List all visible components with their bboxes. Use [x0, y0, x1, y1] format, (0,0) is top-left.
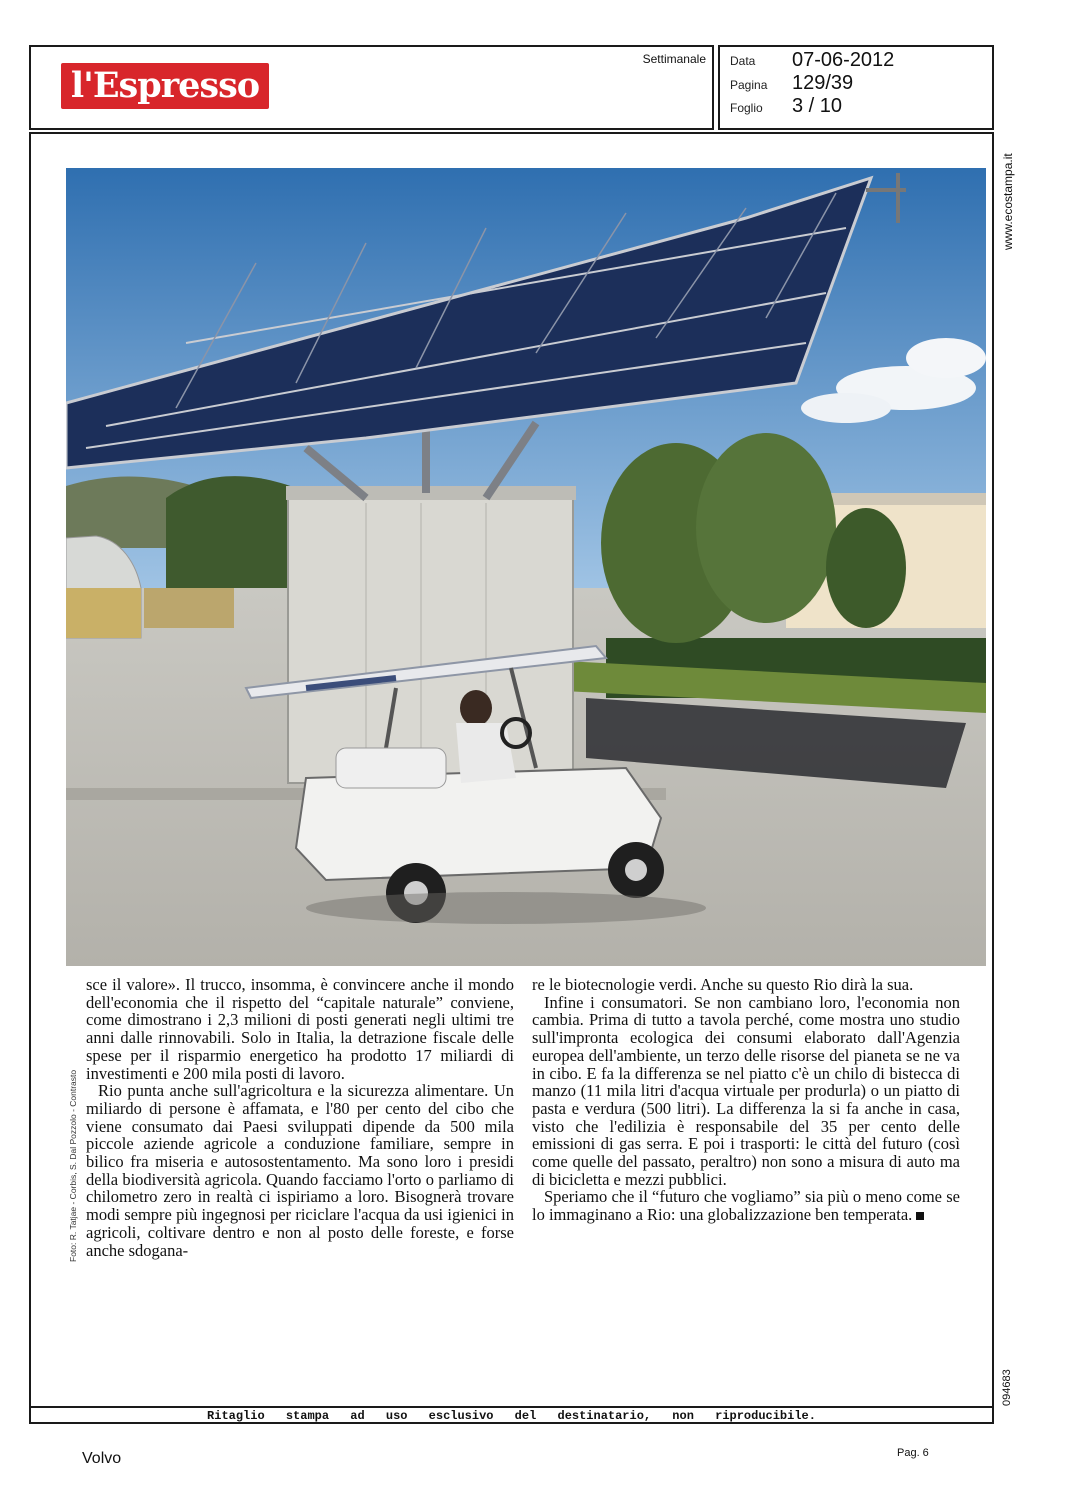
greenhouse-base: [66, 588, 141, 638]
driver-body: [456, 723, 516, 783]
photo-illustration: [66, 168, 986, 966]
meta-value-foglio: 3 / 10: [792, 95, 843, 117]
espresso-logo: l'Espresso: [61, 63, 269, 109]
paragraph-final: [532, 1188, 960, 1223]
paragraph: sce il valore». Il trucco, insomma, è convincere anche il mondo dell'economia che il rispetto del “capitale naturale” conviene, come dimostrano i 2,3 milioni di posti generati negli ultimi tre anni dalle rinnovabili. Solo in Italia, la detrazione fiscale delle spese per il risparmio energetico ha prodotto 17 miliardi di investimenti e 200 mila posti di lavoro.: [86, 975, 514, 1083]
cart-seat: [336, 748, 446, 788]
document-code: 094683: [1001, 1369, 1013, 1406]
header-masthead-box: [29, 45, 714, 130]
final-paragraph-text: Speriamo che il “futuro che vogliamo” sia più o meno come se lo immaginano a Rio: una globalizzazione ben temperata.: [532, 1187, 960, 1225]
greenhouse-row: [144, 588, 234, 628]
header-meta-box: [718, 45, 994, 130]
driver-head: [460, 690, 492, 726]
page-number: Pag. 6: [897, 1447, 929, 1459]
article-column-2: [532, 976, 960, 1224]
tree: [826, 508, 906, 628]
meta-label-foglio: Foglio: [730, 101, 763, 115]
cloud: [801, 393, 891, 423]
meta-value-data: 07-06-2012: [792, 49, 895, 71]
paragraph: re le biotecnologie verdi. Anche su questo Rio dirà la sua.: [532, 975, 914, 994]
cabinet-roof: [286, 486, 576, 500]
client-name: Volvo: [82, 1450, 122, 1467]
ecostampa-url: www.ecostampa.it: [1001, 153, 1015, 250]
footer-divider: [31, 1406, 992, 1408]
meta-value-pagina: 129/39: [792, 72, 854, 94]
solar-panel-photo: [66, 168, 986, 966]
end-mark-icon: [916, 1212, 924, 1220]
reproduction-notice: Ritaglio stampa ad uso esclusivo del destinatario, non riproducibile.: [207, 1409, 816, 1423]
publication-frequency: Settimanale: [642, 52, 706, 66]
cloud: [906, 338, 986, 378]
paragraph: Infine i consumatori. Se non cambiano loro, l'economia non cambia. Prima di tutto a tavola perché, come mostra uno studio sull'impronta ecologica dei consumi elaborato dall'Agenzia europea dell'ambiente, un terzo delle risorse del pianeta se ne va in cibo. E fa la differenza se nel piatto c'è un chilo di bistecca di manzo (11 mila litri d'acqua virtuale per produrla) o un piatto di pasta e verdura (500 litri). La differenza la si fa anche in casa, visto che l'edilizia è responsabile del 35 per cento delle emissioni di gas serra. E poi i trasporti: le città del futuro (così come quelle del passato, peraltro) non sono a misura di auto ma di bicicletta e mezzi pubblici.: [532, 992, 960, 1189]
willow-tree: [696, 433, 836, 623]
photo-credit: Foto: R. Tatjae - Corbis, S. Dal Pozzolo - Contrasto: [68, 1069, 78, 1262]
meta-label-pagina: Pagina: [730, 78, 768, 92]
meta-label-data: Data: [730, 54, 756, 68]
paragraph: Rio punta anche sull'agricoltura e la sicurezza alimentare. Un miliardo di persone è affamata, e l'80 per cento del cibo che viene consumato dai Paesi sviluppati dipende da 500 mila piccole aziende agricole a conduzione familiare, sempre in bilico fra miseria e autosostentamento. Ma sono loro i presidi della biodiversità agricola. Quando facciamo l'orto o parliamo di chilometro zero in realtà ci ispiriamo a loro. Bisognerà trovare modi sempre più ingegnosi per riciclare l'acqua da usi igienici in agricoli, coltivare dentro e non al posto delle foreste, e forse anche sdogana-: [86, 1081, 514, 1260]
cart-shadow: [306, 892, 706, 924]
article-column-1: [86, 976, 514, 1259]
